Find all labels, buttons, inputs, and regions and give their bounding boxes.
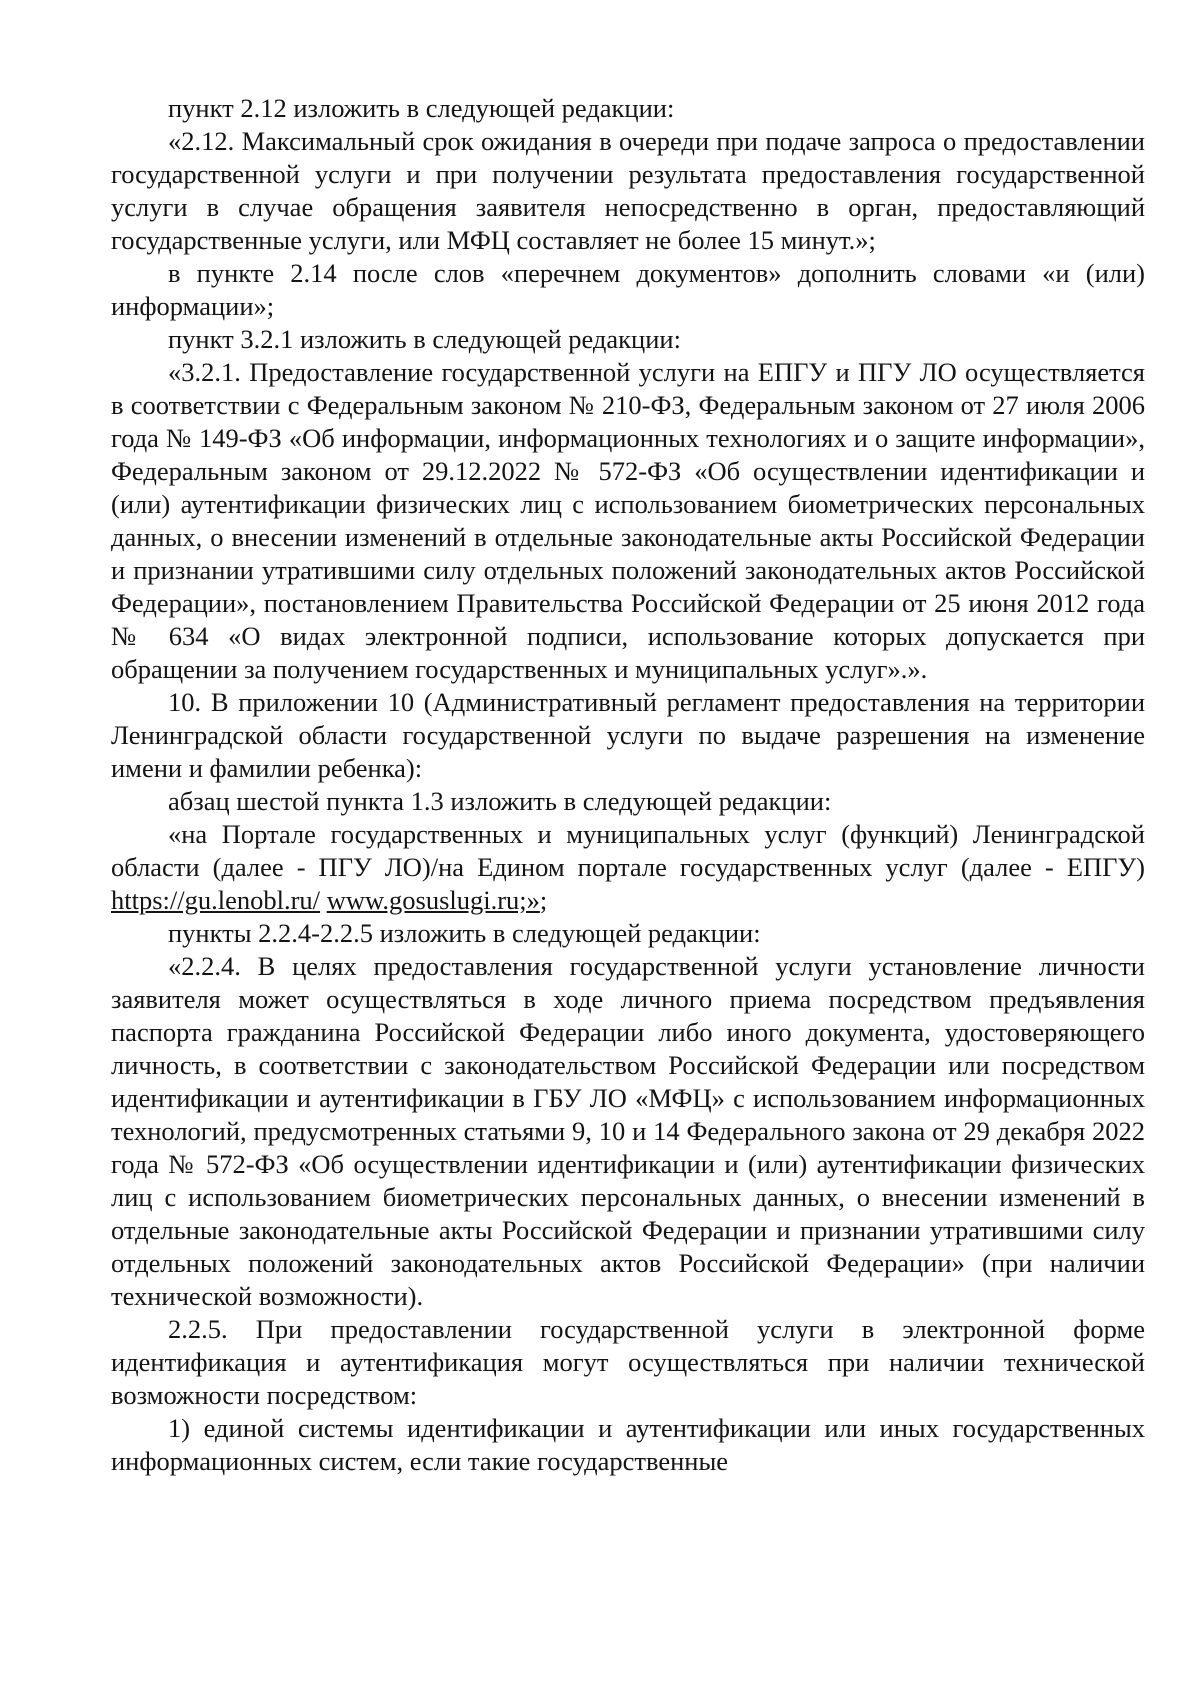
paragraph: 1) единой системы идентификации и аутентификации или иных государственных информационных систем, если такие государственные: [111, 1413, 1145, 1476]
paragraph: «3.2.1. Предоставление государственной услуги на ЕПГУ и ПГУ ЛО осуществляется в соответствии с Федеральным законом № 210-ФЗ, Федеральным законом от 27 июля 2006 года № 149-ФЗ «Об информации, информационных технологиях и о защите информации», Федеральным законом от 29.12.2022 № 572-ФЗ «Об осуществлении идентификации и (или) аутентификации физических лиц с использованием биометрических персональных данных, о внесении изменений в отдельные законодательные акты Российской Федерации и признании утратившими силу отдельных положений законодательных актов Российской Федерации», постановлением Правительства Российской Федерации от 25 июня 2012 года № 634 «О видах электронной подписи, использование которых допускается при обращении за получением государственных и муниципальных услуг».».: [111, 357, 1145, 684]
portal-text: «на Порталe государственных и муниципальных услуг (функций) Ленинградской области (далее - ПГУ ЛО)/на Едином портале государственных услуг (далее - ЕПГУ): [111, 819, 1145, 882]
portal-tail: ;: [539, 885, 548, 915]
paragraph: «2.12. Максимальный срок ожидания в очереди при подаче запроса о предоставлении государственной услуги и при получении результата предоставления государственной услуги в случае обращения заявителя непосредственно в орган, предоставляющий государственные услуги, или МФЦ составляет не более 15 минут.»;: [111, 126, 1145, 255]
paragraph: 10. В приложении 10 (Административный регламент предоставления на территории Ленинградской области государственной услуги по выдаче разрешения на изменение имени и фамилии ребенка):: [111, 687, 1145, 783]
paragraph: «2.2.4. В целях предоставления государственной услуги установление личности заявителя может осуществляться в ходе личного приема посредством предъявления паспорта гражданина Российской Федерации либо иного документа, удостоверяющего личность, в соответствии с законодательством Российской Федерации или посредством идентификации и аутентификации в ГБУ ЛО «МФЦ» с использованием информационных технологий, предусмотренных статьями 9, 10 и 14 Федерального закона от 29 декабря 2022 года № 572-ФЗ «Об осуществлении идентификации и (или) аутентификации физических лиц с использованием биометрических персональных данных, о внесении изменений в отдельные законодательные акты Российской Федерации и признании утратившими силу отдельных положений законодательных актов Российской Федерации» (при наличии технической возможности).: [111, 951, 1145, 1311]
paragraph: 2.2.5. При предоставлении государственной услуги в электронной форме идентификация и аутентификация могут осуществляться при наличии технической возможности посредством:: [111, 1314, 1145, 1410]
document-page: [111, 92, 1145, 1478]
lenobl-link[interactable]: https://gu.lenobl.ru/: [111, 885, 321, 915]
portal-paragraph: [111, 818, 1145, 917]
paragraph: пункт 2.12 изложить в следующей редакции:: [168, 93, 675, 123]
paragraph: абзац шестой пункта 1.3 изложить в следующей редакции:: [168, 786, 832, 816]
paragraph: пункт 3.2.1 изложить в следующей редакции:: [168, 324, 681, 354]
gosuslugi-link[interactable]: www.gosuslugi.ru;»: [326, 885, 540, 915]
paragraph: пункты 2.2.4-2.2.5 изложить в следующей редакции:: [168, 918, 761, 948]
paragraph: в пункте 2.14 после слов «перечнем документов» дополнить словами «и (или) информации»;: [111, 258, 1145, 321]
